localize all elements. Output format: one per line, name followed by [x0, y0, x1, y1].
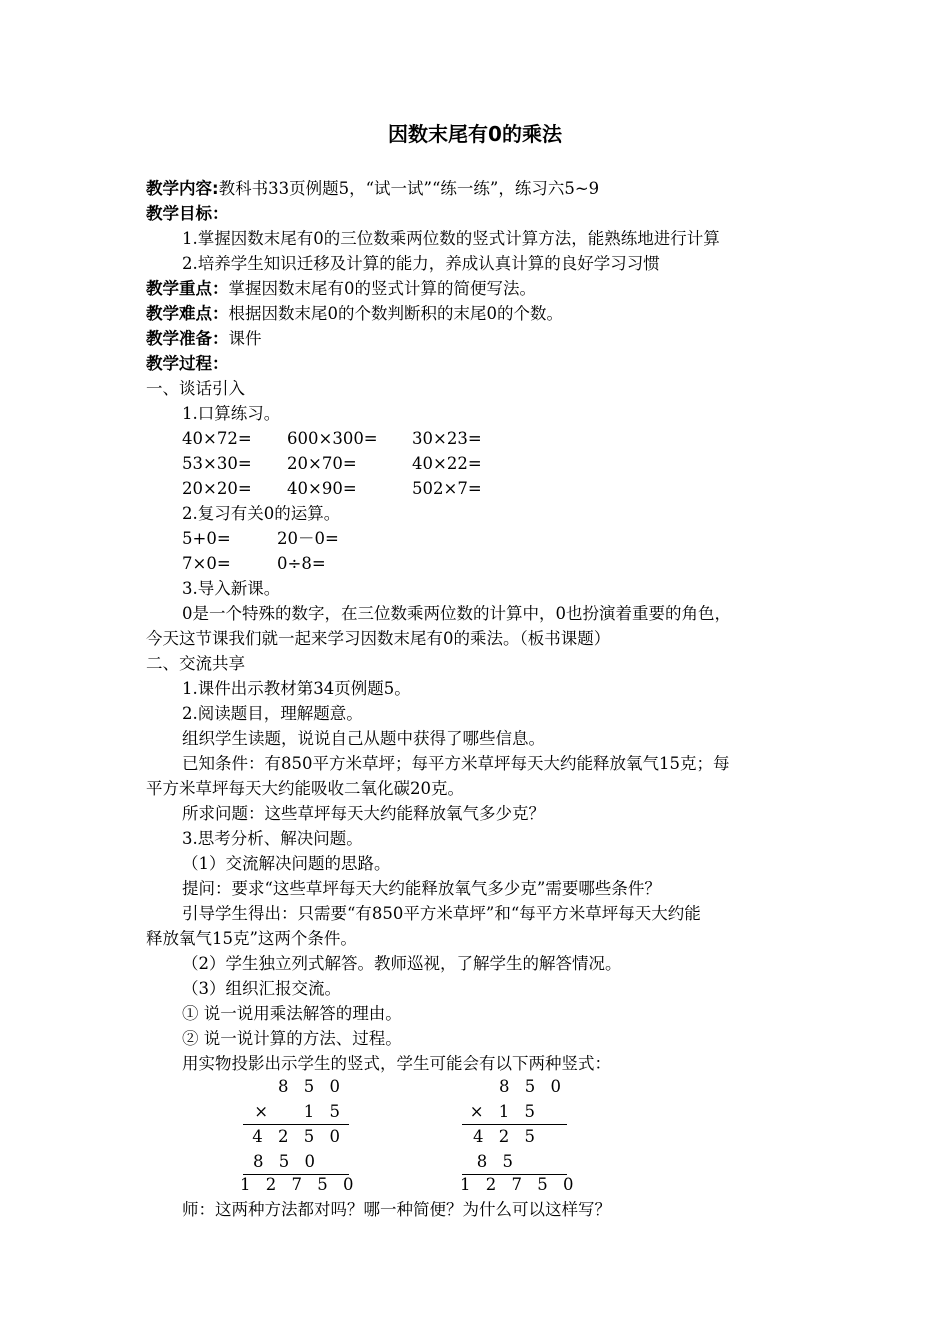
zero-op-item: 5+0=	[182, 529, 231, 548]
oral-item: 502×7=	[412, 479, 482, 498]
goal-1: 1.掌握因数末尾有0的三位数乘两位数的竖式计算方法，能熟练地进行计算	[182, 229, 720, 248]
oral-item: 600×300=	[287, 429, 378, 448]
sub-step-3: （3）组织汇报交流。	[182, 979, 341, 998]
step-2-1: 1.课件出示教材第34页例题5。	[182, 679, 411, 698]
prompt-paragraph: 提问：要求“这些草坪每天大约能释放氧气多少克”需要哪些条件？	[182, 879, 661, 898]
goals-label: 教学目标：	[146, 204, 229, 223]
circle-item-2: ② 说一说计算的方法、过程。	[182, 1029, 402, 1048]
calc-row: 8 5 0	[278, 1077, 345, 1096]
prep-label: 教学准备：	[146, 329, 229, 348]
sub-step-1: （1）交流解决问题的思路。	[182, 854, 391, 873]
zero-op-item: 20－0=	[277, 529, 339, 548]
oral-item: 20×20=	[182, 479, 252, 498]
calc-row: × 1 5	[254, 1102, 345, 1121]
calc-row: × 1 5	[469, 1102, 540, 1121]
content-text: 教科书33页例题5，“试一试”“练一练”，练习六5~9	[218, 179, 600, 198]
intro-paragraph-a: 0是一个特殊的数字，在三位数乘两位数的计算中，0也扮演着重要的角色，	[182, 604, 731, 623]
projection-paragraph: 用实物投影出示学生的竖式，学生可能会有以下两种竖式：	[182, 1054, 611, 1073]
known-paragraph-b: 平方米草坪每天大约能吸收二氧化碳20克。	[146, 779, 464, 798]
difficulty-label: 教学难点：	[146, 304, 229, 323]
zero-op-item: 7×0=	[182, 554, 231, 573]
goal-2: 2.培养学生知识迁移及计算的能力，养成认真计算的良好学习习惯	[182, 254, 660, 273]
calc-row: 8 5 0	[253, 1152, 320, 1171]
step-1-3: 3.导入新课。	[182, 579, 281, 598]
guide-paragraph-a: 引导学生得出：只需要“有850平方米草坪”和“每平方米草坪每天大约能	[182, 904, 701, 923]
question-paragraph: 所求问题：这些草坪每天大约能释放氧气多少克？	[182, 804, 545, 823]
step-1-2: 2.复习有关0的运算。	[182, 504, 341, 523]
calc-row: 4 2 5	[473, 1127, 540, 1146]
zero-op-item: 0÷8=	[277, 554, 326, 573]
oral-item: 40×90=	[287, 479, 357, 498]
oral-item: 40×22=	[412, 454, 482, 473]
key-label: 教学重点：	[146, 279, 229, 298]
difficulty-text: 根据因数末尾0的个数判断积的末尾0的个数。	[228, 304, 563, 323]
step-1-1: 1.口算练习。	[182, 404, 281, 423]
guide-paragraph-b: 释放氧气15克”这两个条件。	[146, 929, 357, 948]
page-title: 因数末尾有0的乘法	[388, 122, 562, 146]
step-2-2: 2.阅读题目，理解题意。	[182, 704, 363, 723]
calc-row: 4 2 5 0	[252, 1127, 345, 1146]
oral-item: 20×70=	[287, 454, 357, 473]
sub-step-2: （2）学生独立列式解答。教师巡视，了解学生的解答情况。	[182, 954, 622, 973]
circle-item-1: ① 说一说用乘法解答的理由。	[182, 1004, 402, 1023]
known-paragraph-a: 已知条件：有850平方米草坪；每平方米草坪每天大约能释放氧气15克；每	[182, 754, 730, 773]
calc-row: 1 2 7 5 0	[460, 1175, 579, 1194]
key-line	[146, 276, 810, 301]
oral-item: 30×23=	[412, 429, 482, 448]
calc-row: 8 5 0	[499, 1077, 566, 1096]
prep-line	[146, 326, 810, 351]
content-label: 教学内容:	[146, 179, 219, 198]
difficulty-line	[146, 301, 810, 326]
teacher-question: 师：这两种方法都对吗？哪一种简便？为什么可以这样写？	[182, 1200, 611, 1219]
section-2-heading: 二、交流共享	[146, 654, 245, 673]
oral-item: 40×72=	[182, 429, 252, 448]
section-1-heading: 一、谈话引入	[146, 379, 245, 398]
intro-paragraph-b: 今天这节课我们就一起来学习因数末尾有0的乘法。（板书课题）	[146, 629, 611, 648]
step-2-3: 3.思考分析、解决问题。	[182, 829, 363, 848]
read-paragraph: 组织学生读题，说说自己从题中获得了哪些信息。	[182, 729, 545, 748]
calc-row: 8 5	[476, 1152, 518, 1171]
content-line	[146, 176, 810, 201]
oral-item: 53×30=	[182, 454, 252, 473]
process-label: 教学过程：	[146, 354, 229, 373]
prep-text: 课件	[228, 329, 262, 348]
calc-row: 1 2 7 5 0	[240, 1175, 359, 1194]
key-text: 掌握因数末尾有0的竖式计算的简便写法。	[228, 279, 536, 298]
